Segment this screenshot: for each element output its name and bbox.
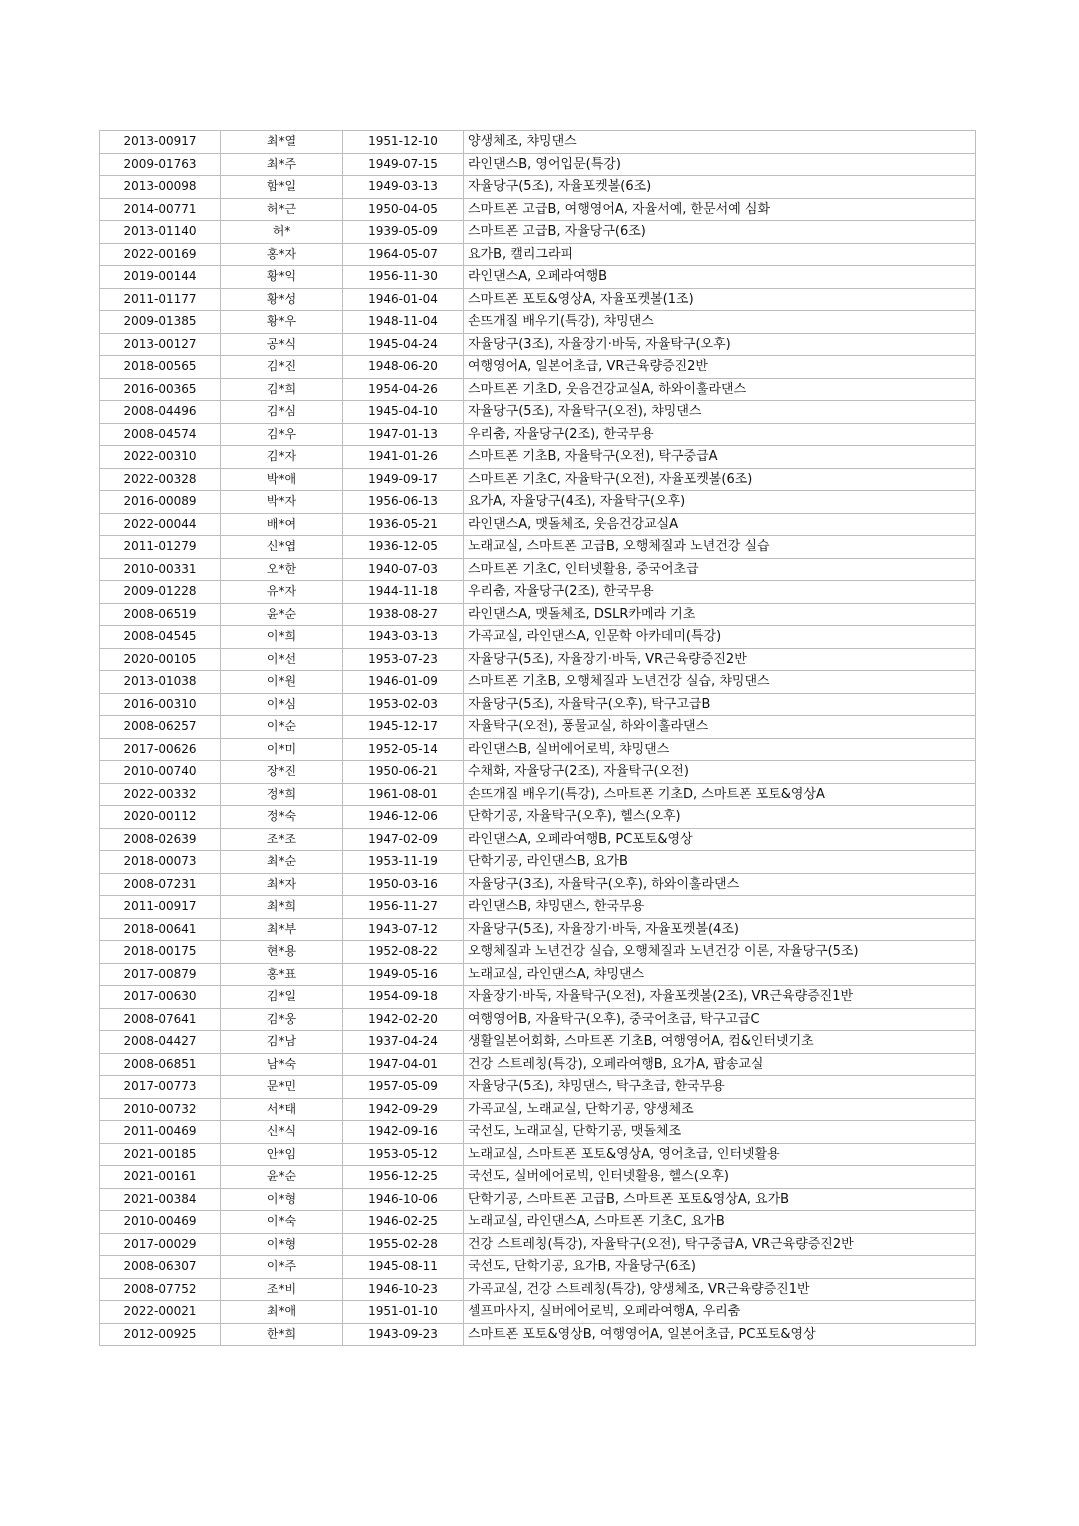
courses-cell: 오행체질과 노년건강 실습, 오행체질과 노년건강 이론, 자율당구(5조) bbox=[464, 941, 976, 964]
member-name-cell: 최*부 bbox=[221, 918, 343, 941]
table-row bbox=[100, 131, 976, 154]
birth-date-cell: 1956-11-30 bbox=[343, 266, 464, 289]
courses-cell: 요가A, 자율당구(4조), 자율탁구(오후) bbox=[464, 491, 976, 514]
birth-date-cell: 1948-11-04 bbox=[343, 311, 464, 334]
member-id-cell: 2018-00641 bbox=[100, 918, 221, 941]
birth-date-cell: 1955-02-28 bbox=[343, 1233, 464, 1256]
member-id-cell: 2013-00098 bbox=[100, 176, 221, 199]
table-row bbox=[100, 963, 976, 986]
table-row bbox=[100, 1188, 976, 1211]
member-name-cell: 이*주 bbox=[221, 1256, 343, 1279]
member-name-cell: 현*용 bbox=[221, 941, 343, 964]
member-id-cell: 2008-06307 bbox=[100, 1256, 221, 1279]
member-id-cell: 2016-00089 bbox=[100, 491, 221, 514]
courses-cell: 가곡교실, 라인댄스A, 인문학 아카데미(특강) bbox=[464, 626, 976, 649]
member-name-cell: 김*일 bbox=[221, 986, 343, 1009]
member-name-cell: 정*희 bbox=[221, 783, 343, 806]
birth-date-cell: 1956-11-27 bbox=[343, 896, 464, 919]
member-id-cell: 2010-00469 bbox=[100, 1211, 221, 1234]
courses-cell: 국선도, 단학기공, 요가B, 자율당구(6조) bbox=[464, 1256, 976, 1279]
table-row bbox=[100, 761, 976, 784]
member-name-cell: 이*미 bbox=[221, 738, 343, 761]
table-row bbox=[100, 873, 976, 896]
member-name-cell: 이*희 bbox=[221, 626, 343, 649]
courses-cell: 스마트폰 포토&영상B, 여행영어A, 일본어초급, PC포토&영상 bbox=[464, 1323, 976, 1346]
table-row bbox=[100, 468, 976, 491]
courses-cell: 자율당구(3조), 자율탁구(오후), 하와이훌라댄스 bbox=[464, 873, 976, 896]
member-id-cell: 2017-00879 bbox=[100, 963, 221, 986]
member-name-cell: 조*비 bbox=[221, 1278, 343, 1301]
courses-cell: 라인댄스A, 맷돌체조, 웃음건강교실A bbox=[464, 513, 976, 536]
courses-cell: 라인댄스A, 오페라여행B bbox=[464, 266, 976, 289]
table-row bbox=[100, 896, 976, 919]
member-name-cell: 황*익 bbox=[221, 266, 343, 289]
member-name-cell: 이*형 bbox=[221, 1188, 343, 1211]
member-name-cell: 신*식 bbox=[221, 1121, 343, 1144]
birth-date-cell: 1949-09-17 bbox=[343, 468, 464, 491]
birth-date-cell: 1947-04-01 bbox=[343, 1053, 464, 1076]
member-name-cell: 정*숙 bbox=[221, 806, 343, 829]
courses-cell: 가곡교실, 노래교실, 단학기공, 양생체조 bbox=[464, 1098, 976, 1121]
birth-date-cell: 1946-01-09 bbox=[343, 671, 464, 694]
table-row bbox=[100, 828, 976, 851]
birth-date-cell: 1941-01-26 bbox=[343, 446, 464, 469]
courses-cell: 스마트폰 기초B, 오행체질과 노년건강 실습, 챠밍댄스 bbox=[464, 671, 976, 694]
member-id-cell: 2017-00029 bbox=[100, 1233, 221, 1256]
courses-cell: 단학기공, 스마트폰 고급B, 스마트폰 포토&영상A, 요가B bbox=[464, 1188, 976, 1211]
member-id-cell: 2009-01228 bbox=[100, 581, 221, 604]
table-row bbox=[100, 941, 976, 964]
table-row bbox=[100, 581, 976, 604]
member-id-cell: 2012-00925 bbox=[100, 1323, 221, 1346]
table-row bbox=[100, 176, 976, 199]
table-row bbox=[100, 738, 976, 761]
courses-cell: 단학기공, 라인댄스B, 요가B bbox=[464, 851, 976, 874]
member-name-cell: 허*근 bbox=[221, 198, 343, 221]
member-name-cell: 신*엽 bbox=[221, 536, 343, 559]
courses-cell: 스마트폰 기초C, 인터넷활용, 중국어초급 bbox=[464, 558, 976, 581]
birth-date-cell: 1943-07-12 bbox=[343, 918, 464, 941]
table-row bbox=[100, 1278, 976, 1301]
member-name-cell: 황*우 bbox=[221, 311, 343, 334]
birth-date-cell: 1952-05-14 bbox=[343, 738, 464, 761]
member-id-cell: 2014-00771 bbox=[100, 198, 221, 221]
table-row bbox=[100, 198, 976, 221]
courses-cell: 자율당구(5조), 자율장기·바둑, VR근육량증진2반 bbox=[464, 648, 976, 671]
member-name-cell: 허* bbox=[221, 221, 343, 244]
member-name-cell: 문*민 bbox=[221, 1076, 343, 1099]
birth-date-cell: 1942-09-29 bbox=[343, 1098, 464, 1121]
birth-date-cell: 1945-04-24 bbox=[343, 333, 464, 356]
member-name-cell: 남*숙 bbox=[221, 1053, 343, 1076]
member-name-cell: 서*태 bbox=[221, 1098, 343, 1121]
birth-date-cell: 1944-11-18 bbox=[343, 581, 464, 604]
birth-date-cell: 1949-07-15 bbox=[343, 153, 464, 176]
birth-date-cell: 1942-02-20 bbox=[343, 1008, 464, 1031]
courses-cell: 요가B, 캘리그라피 bbox=[464, 243, 976, 266]
table-row bbox=[100, 266, 976, 289]
member-id-cell: 2022-00169 bbox=[100, 243, 221, 266]
table-row bbox=[100, 333, 976, 356]
table-row bbox=[100, 783, 976, 806]
table-row bbox=[100, 1053, 976, 1076]
courses-cell: 스마트폰 고급B, 자율당구(6조) bbox=[464, 221, 976, 244]
courses-cell: 스마트폰 고급B, 여행영어A, 자율서예, 한문서예 심화 bbox=[464, 198, 976, 221]
courses-cell: 스마트폰 기초B, 자율탁구(오전), 탁구중급A bbox=[464, 446, 976, 469]
courses-cell: 생활일본어회화, 스마트폰 기초B, 여행영어A, 컴&인터넷기초 bbox=[464, 1031, 976, 1054]
member-id-cell: 2017-00630 bbox=[100, 986, 221, 1009]
birth-date-cell: 1945-08-11 bbox=[343, 1256, 464, 1279]
member-name-cell: 최*주 bbox=[221, 153, 343, 176]
member-id-cell: 2008-06257 bbox=[100, 716, 221, 739]
birth-date-cell: 1951-01-10 bbox=[343, 1301, 464, 1324]
member-id-cell: 2008-04574 bbox=[100, 423, 221, 446]
table-row bbox=[100, 716, 976, 739]
member-id-cell: 2016-00310 bbox=[100, 693, 221, 716]
courses-cell: 자율당구(5조), 자율탁구(오후), 탁구고급B bbox=[464, 693, 976, 716]
member-name-cell: 최*희 bbox=[221, 896, 343, 919]
member-id-cell: 2017-00626 bbox=[100, 738, 221, 761]
member-id-cell: 2021-00384 bbox=[100, 1188, 221, 1211]
birth-date-cell: 1946-10-23 bbox=[343, 1278, 464, 1301]
courses-cell: 라인댄스A, 오페라여행B, PC포토&영상 bbox=[464, 828, 976, 851]
member-name-cell: 오*한 bbox=[221, 558, 343, 581]
courses-cell: 라인댄스B, 실버에어로빅, 챠밍댄스 bbox=[464, 738, 976, 761]
table-row bbox=[100, 153, 976, 176]
member-id-cell: 2018-00565 bbox=[100, 356, 221, 379]
member-name-cell: 박*애 bbox=[221, 468, 343, 491]
member-id-cell: 2022-00021 bbox=[100, 1301, 221, 1324]
birth-date-cell: 1947-02-09 bbox=[343, 828, 464, 851]
birth-date-cell: 1949-05-16 bbox=[343, 963, 464, 986]
table-row bbox=[100, 446, 976, 469]
birth-date-cell: 1942-09-16 bbox=[343, 1121, 464, 1144]
table-row bbox=[100, 536, 976, 559]
birth-date-cell: 1936-05-21 bbox=[343, 513, 464, 536]
courses-cell: 단학기공, 자율탁구(오후), 헬스(오후) bbox=[464, 806, 976, 829]
courses-cell: 스마트폰 기초C, 자율탁구(오전), 자율포켓볼(6조) bbox=[464, 468, 976, 491]
table-row bbox=[100, 243, 976, 266]
member-id-cell: 2021-00161 bbox=[100, 1166, 221, 1189]
birth-date-cell: 1964-05-07 bbox=[343, 243, 464, 266]
courses-cell: 양생체조, 챠밍댄스 bbox=[464, 131, 976, 154]
member-name-cell: 김*남 bbox=[221, 1031, 343, 1054]
member-name-cell: 홍*자 bbox=[221, 243, 343, 266]
courses-cell: 건강 스트레칭(특강), 자율탁구(오전), 탁구중급A, VR근육량증진2반 bbox=[464, 1233, 976, 1256]
birth-date-cell: 1945-12-17 bbox=[343, 716, 464, 739]
courses-cell: 셀프마사지, 실버에어로빅, 오페라여행A, 우리춤 bbox=[464, 1301, 976, 1324]
member-id-cell: 2013-01038 bbox=[100, 671, 221, 694]
birth-date-cell: 1943-09-23 bbox=[343, 1323, 464, 1346]
member-id-cell: 2008-04496 bbox=[100, 401, 221, 424]
birth-date-cell: 1953-02-03 bbox=[343, 693, 464, 716]
table-row bbox=[100, 648, 976, 671]
member-name-cell: 장*진 bbox=[221, 761, 343, 784]
member-id-cell: 2011-01177 bbox=[100, 288, 221, 311]
member-id-cell: 2008-06851 bbox=[100, 1053, 221, 1076]
birth-date-cell: 1954-09-18 bbox=[343, 986, 464, 1009]
courses-cell: 라인댄스A, 맷돌체조, DSLR카메라 기초 bbox=[464, 603, 976, 626]
member-name-cell: 최*열 bbox=[221, 131, 343, 154]
courses-cell: 노래교실, 스마트폰 포토&영상A, 영어초급, 인터넷활용 bbox=[464, 1143, 976, 1166]
member-id-cell: 2018-00175 bbox=[100, 941, 221, 964]
birth-date-cell: 1938-08-27 bbox=[343, 603, 464, 626]
table-row bbox=[100, 558, 976, 581]
member-id-cell: 2021-00185 bbox=[100, 1143, 221, 1166]
member-name-cell: 함*일 bbox=[221, 176, 343, 199]
member-id-cell: 2008-06519 bbox=[100, 603, 221, 626]
table-row bbox=[100, 288, 976, 311]
table-body bbox=[100, 131, 976, 1346]
member-id-cell: 2013-00127 bbox=[100, 333, 221, 356]
table-row bbox=[100, 626, 976, 649]
table-row bbox=[100, 513, 976, 536]
member-name-cell: 홍*표 bbox=[221, 963, 343, 986]
birth-date-cell: 1945-04-10 bbox=[343, 401, 464, 424]
member-id-cell: 2009-01385 bbox=[100, 311, 221, 334]
birth-date-cell: 1957-05-09 bbox=[343, 1076, 464, 1099]
member-name-cell: 김*웅 bbox=[221, 1008, 343, 1031]
member-name-cell: 이*숙 bbox=[221, 1211, 343, 1234]
member-name-cell: 이*순 bbox=[221, 716, 343, 739]
table-row bbox=[100, 1323, 976, 1346]
birth-date-cell: 1951-12-10 bbox=[343, 131, 464, 154]
courses-cell: 가곡교실, 건강 스트레칭(특강), 양생체조, VR근육량증진1반 bbox=[464, 1278, 976, 1301]
birth-date-cell: 1943-03-13 bbox=[343, 626, 464, 649]
courses-cell: 자율당구(5조), 자율포켓볼(6조) bbox=[464, 176, 976, 199]
table-row bbox=[100, 378, 976, 401]
table-row bbox=[100, 1301, 976, 1324]
courses-cell: 손뜨개질 배우기(특강), 스마트폰 기초D, 스마트폰 포토&영상A bbox=[464, 783, 976, 806]
member-id-cell: 2016-00365 bbox=[100, 378, 221, 401]
table-row bbox=[100, 851, 976, 874]
table-row bbox=[100, 671, 976, 694]
courses-cell: 건강 스트레칭(특강), 오페라여행B, 요가A, 팝송교실 bbox=[464, 1053, 976, 1076]
table-row bbox=[100, 986, 976, 1009]
member-id-cell: 2008-02639 bbox=[100, 828, 221, 851]
table-row bbox=[100, 1166, 976, 1189]
member-id-cell: 2019-00144 bbox=[100, 266, 221, 289]
table-row bbox=[100, 1256, 976, 1279]
birth-date-cell: 1936-12-05 bbox=[343, 536, 464, 559]
birth-date-cell: 1947-01-13 bbox=[343, 423, 464, 446]
member-id-cell: 2008-04545 bbox=[100, 626, 221, 649]
member-id-cell: 2010-00732 bbox=[100, 1098, 221, 1121]
courses-cell: 여행영어A, 일본어초급, VR근육량증진2반 bbox=[464, 356, 976, 379]
birth-date-cell: 1939-05-09 bbox=[343, 221, 464, 244]
courses-cell: 우리춤, 자율당구(2조), 한국무용 bbox=[464, 423, 976, 446]
member-name-cell: 배*여 bbox=[221, 513, 343, 536]
birth-date-cell: 1961-08-01 bbox=[343, 783, 464, 806]
member-name-cell: 김*우 bbox=[221, 423, 343, 446]
member-id-cell: 2022-00310 bbox=[100, 446, 221, 469]
courses-cell: 자율당구(5조), 챠밍댄스, 탁구초급, 한국무용 bbox=[464, 1076, 976, 1099]
courses-cell: 여행영어B, 자율탁구(오후), 중국어초급, 탁구고급C bbox=[464, 1008, 976, 1031]
courses-cell: 자율당구(5조), 자율탁구(오전), 챠밍댄스 bbox=[464, 401, 976, 424]
member-name-cell: 김*자 bbox=[221, 446, 343, 469]
member-course-table bbox=[99, 130, 976, 1346]
courses-cell: 노래교실, 스마트폰 고급B, 오행체질과 노년건강 실습 bbox=[464, 536, 976, 559]
birth-date-cell: 1937-04-24 bbox=[343, 1031, 464, 1054]
member-id-cell: 2020-00112 bbox=[100, 806, 221, 829]
member-name-cell: 한*희 bbox=[221, 1323, 343, 1346]
member-id-cell: 2018-00073 bbox=[100, 851, 221, 874]
courses-cell: 국선도, 실버에어로빅, 인터넷활용, 헬스(오후) bbox=[464, 1166, 976, 1189]
table-row bbox=[100, 311, 976, 334]
member-id-cell: 2010-00740 bbox=[100, 761, 221, 784]
table-row bbox=[100, 603, 976, 626]
birth-date-cell: 1950-06-21 bbox=[343, 761, 464, 784]
courses-cell: 국선도, 노래교실, 단학기공, 맷돌체조 bbox=[464, 1121, 976, 1144]
courses-cell: 자율탁구(오전), 풍물교실, 하와이훌라댄스 bbox=[464, 716, 976, 739]
member-name-cell: 이*심 bbox=[221, 693, 343, 716]
birth-date-cell: 1954-04-26 bbox=[343, 378, 464, 401]
courses-cell: 자율당구(5조), 자율장기·바둑, 자율포켓볼(4조) bbox=[464, 918, 976, 941]
birth-date-cell: 1952-08-22 bbox=[343, 941, 464, 964]
birth-date-cell: 1950-03-16 bbox=[343, 873, 464, 896]
member-name-cell: 공*식 bbox=[221, 333, 343, 356]
birth-date-cell: 1953-11-19 bbox=[343, 851, 464, 874]
courses-cell: 스마트폰 기초D, 웃음건강교실A, 하와이훌라댄스 bbox=[464, 378, 976, 401]
birth-date-cell: 1953-05-12 bbox=[343, 1143, 464, 1166]
member-name-cell: 윤*순 bbox=[221, 603, 343, 626]
member-id-cell: 2008-07752 bbox=[100, 1278, 221, 1301]
table-row bbox=[100, 356, 976, 379]
member-name-cell: 이*형 bbox=[221, 1233, 343, 1256]
courses-cell: 손뜨개질 배우기(특강), 챠밍댄스 bbox=[464, 311, 976, 334]
table-row bbox=[100, 491, 976, 514]
birth-date-cell: 1946-02-25 bbox=[343, 1211, 464, 1234]
table-row bbox=[100, 423, 976, 446]
member-name-cell: 이*선 bbox=[221, 648, 343, 671]
table-row bbox=[100, 1008, 976, 1031]
member-name-cell: 박*자 bbox=[221, 491, 343, 514]
table-row bbox=[100, 1143, 976, 1166]
birth-date-cell: 1949-03-13 bbox=[343, 176, 464, 199]
table-row bbox=[100, 221, 976, 244]
birth-date-cell: 1956-06-13 bbox=[343, 491, 464, 514]
member-name-cell: 황*성 bbox=[221, 288, 343, 311]
member-id-cell: 2008-07641 bbox=[100, 1008, 221, 1031]
member-name-cell: 김*심 bbox=[221, 401, 343, 424]
member-id-cell: 2011-00469 bbox=[100, 1121, 221, 1144]
member-id-cell: 2022-00044 bbox=[100, 513, 221, 536]
member-id-cell: 2011-00917 bbox=[100, 896, 221, 919]
birth-date-cell: 1948-06-20 bbox=[343, 356, 464, 379]
member-id-cell: 2020-00105 bbox=[100, 648, 221, 671]
member-name-cell: 김*희 bbox=[221, 378, 343, 401]
member-name-cell: 조*조 bbox=[221, 828, 343, 851]
member-name-cell: 김*진 bbox=[221, 356, 343, 379]
courses-cell: 우리춤, 자율당구(2조), 한국무용 bbox=[464, 581, 976, 604]
birth-date-cell: 1946-01-04 bbox=[343, 288, 464, 311]
birth-date-cell: 1946-12-06 bbox=[343, 806, 464, 829]
table-row bbox=[100, 806, 976, 829]
courses-cell: 스마트폰 포토&영상A, 자율포켓볼(1조) bbox=[464, 288, 976, 311]
courses-cell: 노래교실, 라인댄스A, 챠밍댄스 bbox=[464, 963, 976, 986]
table-row bbox=[100, 1076, 976, 1099]
courses-cell: 라인댄스B, 영어입문(특강) bbox=[464, 153, 976, 176]
member-id-cell: 2008-07231 bbox=[100, 873, 221, 896]
table-row bbox=[100, 401, 976, 424]
member-id-cell: 2013-01140 bbox=[100, 221, 221, 244]
table-row bbox=[100, 918, 976, 941]
courses-cell: 수채화, 자율당구(2조), 자율탁구(오전) bbox=[464, 761, 976, 784]
member-name-cell: 최*자 bbox=[221, 873, 343, 896]
birth-date-cell: 1956-12-25 bbox=[343, 1166, 464, 1189]
birth-date-cell: 1953-07-23 bbox=[343, 648, 464, 671]
member-name-cell: 유*자 bbox=[221, 581, 343, 604]
courses-cell: 자율장기·바둑, 자율탁구(오전), 자율포켓볼(2조), VR근육량증진1반 bbox=[464, 986, 976, 1009]
table-row bbox=[100, 1098, 976, 1121]
member-name-cell: 이*원 bbox=[221, 671, 343, 694]
courses-cell: 자율당구(3조), 자율장기·바둑, 자율탁구(오후) bbox=[464, 333, 976, 356]
table-row bbox=[100, 1211, 976, 1234]
member-id-cell: 2022-00328 bbox=[100, 468, 221, 491]
birth-date-cell: 1946-10-06 bbox=[343, 1188, 464, 1211]
member-id-cell: 2017-00773 bbox=[100, 1076, 221, 1099]
courses-cell: 라인댄스B, 챠밍댄스, 한국무용 bbox=[464, 896, 976, 919]
member-id-cell: 2011-01279 bbox=[100, 536, 221, 559]
table-row bbox=[100, 1121, 976, 1144]
member-id-cell: 2013-00917 bbox=[100, 131, 221, 154]
member-id-cell: 2008-04427 bbox=[100, 1031, 221, 1054]
member-name-cell: 최*애 bbox=[221, 1301, 343, 1324]
courses-cell: 노래교실, 라인댄스A, 스마트폰 기초C, 요가B bbox=[464, 1211, 976, 1234]
member-name-cell: 최*순 bbox=[221, 851, 343, 874]
table-row bbox=[100, 1031, 976, 1054]
member-id-cell: 2009-01763 bbox=[100, 153, 221, 176]
table-row bbox=[100, 1233, 976, 1256]
member-name-cell: 윤*순 bbox=[221, 1166, 343, 1189]
birth-date-cell: 1950-04-05 bbox=[343, 198, 464, 221]
member-id-cell: 2010-00331 bbox=[100, 558, 221, 581]
birth-date-cell: 1940-07-03 bbox=[343, 558, 464, 581]
member-id-cell: 2022-00332 bbox=[100, 783, 221, 806]
member-name-cell: 안*임 bbox=[221, 1143, 343, 1166]
table-row bbox=[100, 693, 976, 716]
